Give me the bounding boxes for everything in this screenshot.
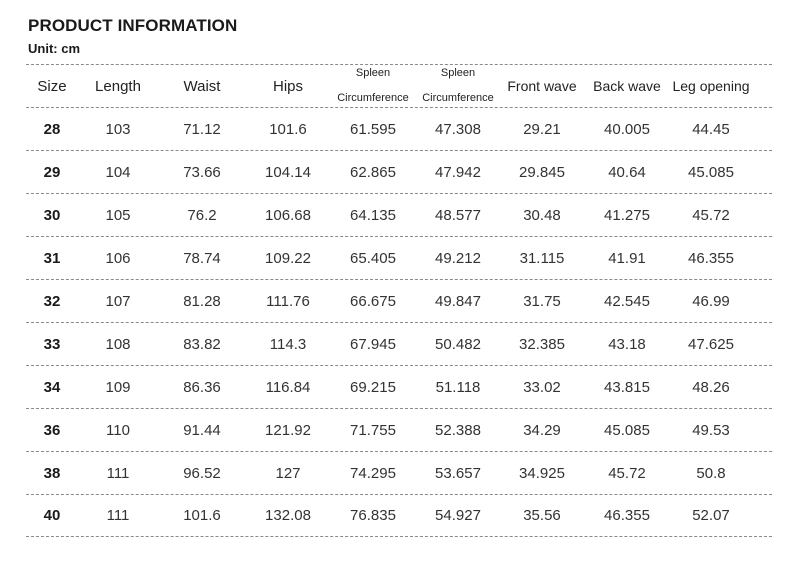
hips-cell: 111.76 [266, 292, 310, 310]
table-row [26, 494, 772, 537]
spleen-1-cell: 71.755 [350, 421, 396, 439]
back-wave-cell: 40.64 [608, 163, 646, 181]
size-cell: 30 [43, 206, 61, 224]
back-wave-cell: 45.085 [604, 421, 650, 439]
length-cell: 111 [106, 464, 130, 482]
spleen-2-cell: 51.118 [435, 378, 481, 396]
size-cell: 31 [43, 249, 61, 267]
leg-opening-cell: 45.72 [692, 206, 730, 224]
hips-cell: 101.6 [269, 120, 307, 138]
waist-cell: 86.36 [183, 378, 221, 396]
waist-cell: 96.52 [183, 464, 221, 482]
waist-cell: 76.2 [187, 206, 217, 224]
header-length: Length [95, 77, 141, 95]
spleen-1-cell: 65.405 [350, 249, 396, 267]
table-row [26, 150, 772, 193]
back-wave-cell: 45.72 [608, 464, 646, 482]
front-wave-cell: 35.56 [523, 507, 561, 524]
leg-opening-cell: 50.8 [696, 464, 726, 482]
header-spleen-circumference-2 [416, 68, 500, 104]
length-cell: 107 [105, 292, 131, 310]
size-cell: 28 [43, 120, 61, 138]
table-row [26, 451, 772, 494]
header-spleen-2-top: Spleen [440, 67, 476, 79]
leg-opening-cell: 44.45 [692, 120, 730, 138]
table-row [26, 279, 772, 322]
header-front-wave: Front wave [507, 78, 577, 94]
size-table [26, 64, 772, 537]
length-cell: 104 [105, 163, 131, 181]
back-wave-cell: 42.545 [604, 292, 650, 310]
waist-cell: 83.82 [183, 335, 221, 353]
spleen-2-cell: 49.212 [435, 249, 481, 267]
header-hips: Hips [272, 77, 303, 95]
back-wave-cell: 43.815 [604, 378, 650, 396]
header-spleen-circumference-1 [330, 68, 416, 104]
waist-cell: 101.6 [183, 507, 221, 524]
leg-opening-cell: 46.99 [692, 292, 730, 310]
front-wave-cell: 31.115 [519, 249, 565, 267]
front-wave-cell: 31.75 [523, 292, 561, 310]
length-cell: 109 [105, 378, 131, 396]
leg-opening-cell: 47.625 [688, 335, 734, 353]
leg-opening-cell: 45.085 [688, 163, 734, 181]
header-size: Size [37, 77, 67, 95]
spleen-1-cell: 69.215 [350, 378, 396, 396]
hips-cell: 109.22 [265, 249, 311, 267]
hips-cell: 121.92 [265, 421, 311, 439]
length-cell: 108 [105, 335, 131, 353]
spleen-2-cell: 54.927 [435, 507, 481, 524]
header-back-wave: Back wave [593, 78, 661, 94]
spleen-2-cell: 53.657 [435, 464, 481, 482]
table-row [26, 107, 772, 150]
hips-cell: 104.14 [265, 163, 311, 181]
front-wave-cell: 29.845 [519, 163, 565, 181]
waist-cell: 78.74 [183, 249, 221, 267]
front-wave-cell: 34.29 [523, 421, 561, 439]
spleen-2-cell: 47.942 [435, 163, 481, 181]
size-cell: 34 [43, 378, 61, 396]
size-cell: 33 [43, 335, 61, 353]
front-wave-cell: 34.925 [519, 464, 565, 482]
spleen-1-cell: 74.295 [350, 464, 396, 482]
size-cell: 29 [43, 163, 61, 181]
spleen-1-cell: 66.675 [350, 292, 396, 310]
leg-opening-cell: 48.26 [692, 378, 730, 396]
size-cell: 32 [43, 292, 61, 310]
spleen-2-cell: 49.847 [435, 292, 481, 310]
spleen-2-cell: 48.577 [435, 206, 481, 224]
back-wave-cell: 41.91 [608, 249, 646, 267]
leg-opening-cell: 49.53 [692, 421, 730, 439]
size-cell: 38 [43, 464, 61, 482]
length-cell: 106 [105, 249, 131, 267]
size-cell: 36 [43, 421, 61, 439]
leg-opening-cell: 52.07 [692, 507, 730, 524]
table-row [26, 365, 772, 408]
length-cell: 105 [105, 206, 131, 224]
header-spleen-2-bottom: Circumference [422, 92, 494, 104]
spleen-1-cell: 61.595 [350, 120, 396, 138]
back-wave-cell: 40.005 [604, 120, 650, 138]
table-row [26, 322, 772, 365]
waist-cell: 71.12 [183, 120, 221, 138]
unit-label: Unit: cm [28, 41, 80, 56]
length-cell: 111 [106, 507, 130, 524]
header-waist: Waist [183, 77, 221, 95]
spleen-1-cell: 64.135 [350, 206, 396, 224]
length-cell: 110 [106, 421, 130, 439]
spleen-2-cell: 50.482 [435, 335, 481, 353]
spleen-1-cell: 62.865 [350, 163, 396, 181]
spleen-1-cell: 76.835 [350, 507, 396, 524]
size-cell: 40 [43, 507, 61, 524]
hips-cell: 127 [275, 464, 301, 482]
back-wave-cell: 46.355 [604, 507, 650, 524]
waist-cell: 81.28 [183, 292, 221, 310]
waist-cell: 73.66 [183, 163, 221, 181]
front-wave-cell: 30.48 [523, 206, 561, 224]
table-row [26, 236, 772, 279]
spleen-2-cell: 52.388 [435, 421, 481, 439]
leg-opening-cell: 46.355 [688, 249, 734, 267]
spleen-2-cell: 47.308 [435, 120, 481, 138]
table-row [26, 408, 772, 451]
header-leg-opening: Leg opening [672, 78, 750, 94]
page-title: PRODUCT INFORMATION [28, 16, 238, 35]
table-header-row [26, 64, 772, 107]
back-wave-cell: 43.18 [608, 335, 646, 353]
header-spleen-1-top: Spleen [355, 67, 391, 79]
hips-cell: 106.68 [265, 206, 311, 224]
length-cell: 103 [105, 120, 131, 138]
hips-cell: 132.08 [265, 507, 311, 524]
front-wave-cell: 32.385 [519, 335, 565, 353]
table-row [26, 193, 772, 236]
spleen-1-cell: 67.945 [350, 335, 396, 353]
waist-cell: 91.44 [183, 421, 221, 439]
front-wave-cell: 33.02 [523, 378, 561, 396]
front-wave-cell: 29.21 [523, 120, 561, 138]
hips-cell: 114.3 [269, 335, 307, 353]
header-spleen-1-bottom: Circumference [337, 92, 409, 104]
back-wave-cell: 41.275 [604, 206, 650, 224]
hips-cell: 116.84 [265, 378, 311, 396]
